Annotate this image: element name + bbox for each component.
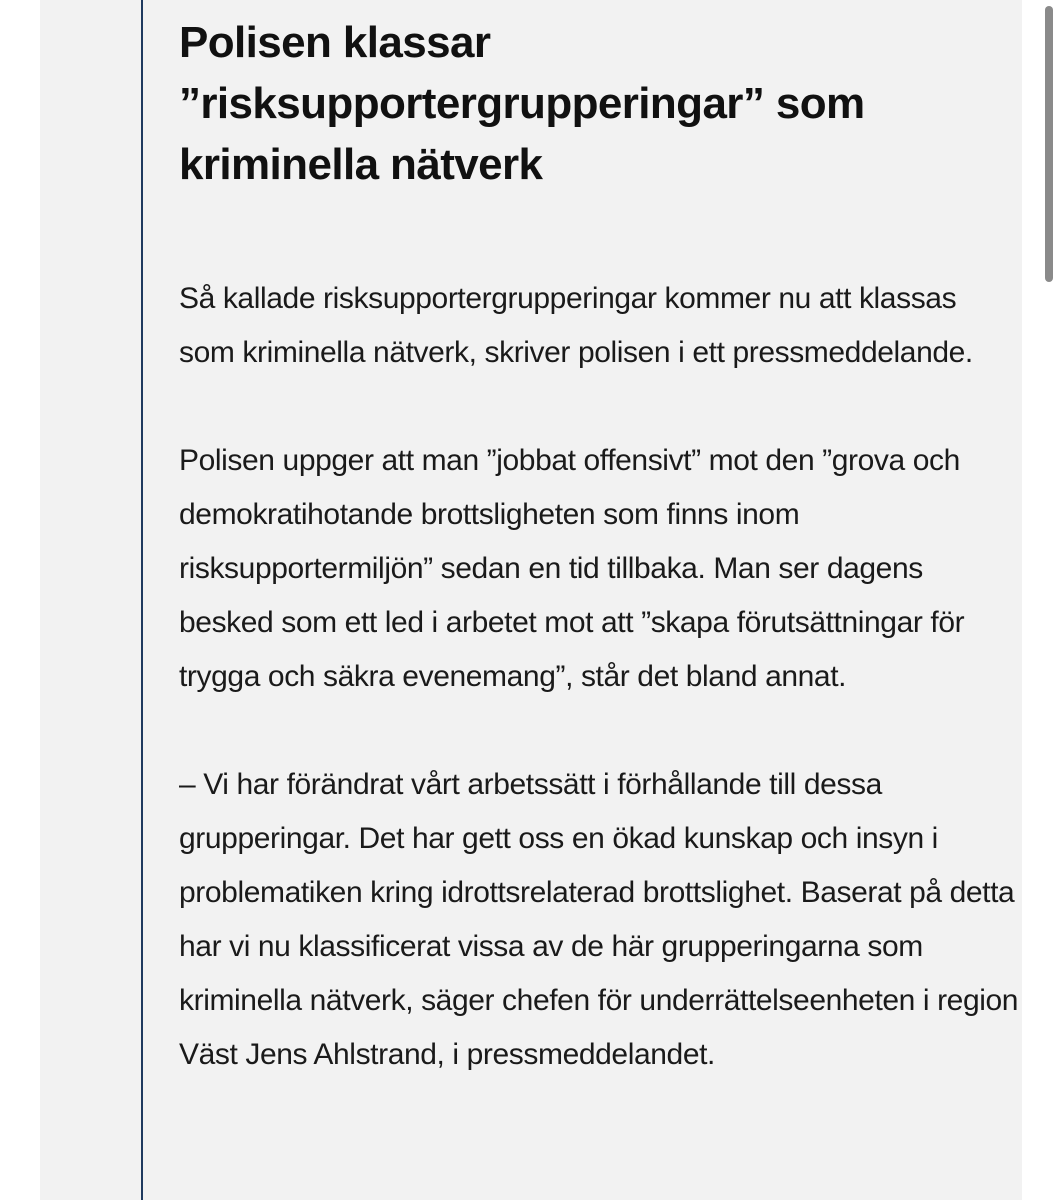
article-card-left-border <box>141 0 143 1200</box>
article-paragraph: Polisen uppger att man ”jobbat offensivt” mot den ”grova och demokratihotande brottsligheten som finns inom risksupportermiljön” sedan en tid tillbaka. Man ser dagens besked som ett led i arbetet mot att ”skapa förutsättningar för trygga och säkra evenemang”, står det bland annat. <box>179 444 965 693</box>
article-paragraph: Så kallade risksupportergrupperingar kommer nu att klassas som kriminella nätverk, skriver polisen i ett pressmeddelande. <box>179 282 973 369</box>
article-paragraph-quote: – Vi har förändrat vårt arbetssätt i förhållande till dessa grupperingar. Det har gett oss en ökad kunskap och insyn i problematiken kring idrottsrelaterad brottslighet. Baserat på detta har vi nu klassificerat vissa av de här grupperingarna som kriminella nätverk, säger chefen för underrättelseenheten i region Väst Jens Ahlstrand, i pressmeddelandet. <box>179 768 1019 1071</box>
article-content <box>179 12 1019 1082</box>
scrollbar-thumb[interactable] <box>1045 6 1053 282</box>
article-headline: Polisen klassar ”risksupportergrupperingar” som kriminella nätverk <box>179 18 865 189</box>
